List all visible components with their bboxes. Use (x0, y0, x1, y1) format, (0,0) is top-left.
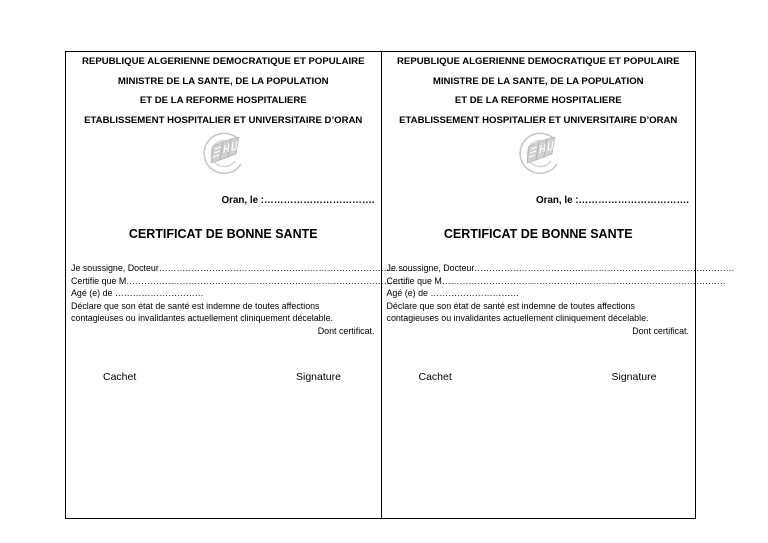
closing-line: Dont certificat. (317, 325, 375, 336)
signature-label: Signature (611, 371, 657, 383)
body-line: contagieuses ou invalidantes actuellement cliniquement décelable. (71, 313, 333, 323)
header-line: REPUBLIQUE ALGERIENNE DEMOCRATIQUE ET POPULAIRE (397, 56, 680, 67)
header-line: ETABLISSEMENT HOSPITALIER ET UNIVERSITAIRE D’ORAN (84, 114, 363, 126)
body-line: Je soussigne, Docteur…………………………………………………………………………… (71, 263, 417, 273)
header-line: REPUBLIQUE ALGERIENNE DEMOCRATIQUE ET POPULAIRE (82, 56, 365, 67)
certificate-body (386, 262, 735, 337)
ehu-oran-logo-icon (201, 130, 249, 178)
body-line: contagieuses ou invalidantes actuellement cliniquement décelable. (386, 313, 649, 323)
date-line: Oran, le :……………………………. (536, 195, 689, 206)
certificate-body (71, 262, 417, 337)
body-line: Déclare que son état de santé est indemne de toutes affections (71, 300, 320, 311)
certificate-sheet (65, 51, 735, 519)
body-line: Certifie que M…………………………………………………………………………………… (71, 275, 411, 286)
certificate-title: CERTIFICAT DE BONNE SANTE (443, 227, 633, 241)
header-line: MINISTRE DE LA SANTE, DE LA POPULATION (432, 75, 644, 87)
header-line: MINISTRE DE LA SANTE, DE LA POPULATION (117, 75, 329, 87)
header-line: ET DE LA REFORME HOSPITALIERE (454, 95, 622, 106)
header-line: ETABLISSEMENT HOSPITALIER ET UNIVERSITAIRE D’ORAN (399, 114, 678, 126)
certificate-panel-left (66, 52, 417, 518)
signature-label: Signature (296, 371, 341, 383)
institution-header (66, 52, 381, 133)
date-line: Oran, le :……………………………. (221, 195, 375, 206)
institution-header (382, 52, 696, 133)
closing-line: Dont certificat. (632, 325, 689, 336)
cachet-label: Cachet (418, 371, 452, 383)
cachet-label: Cachet (103, 371, 137, 383)
body-line: Déclare que son état de santé est indemne de toutes affections (386, 300, 635, 311)
body-line: Je soussigne, Docteur……………………………………………………………………………. (386, 263, 735, 273)
ehu-oran-logo-icon (517, 130, 565, 178)
header-line: ET DE LA REFORME HOSPITALIERE (139, 95, 307, 106)
certificate-title: CERTIFICAT DE BONNE SANTE (128, 227, 318, 241)
body-line: Agé (e) de ………………………… (71, 288, 204, 298)
certificate-panel-right (381, 52, 735, 518)
body-line: Certifie que M…………………………………………………………………………………… (386, 275, 726, 286)
body-line: Agé (e) de ………………………… (386, 288, 520, 298)
